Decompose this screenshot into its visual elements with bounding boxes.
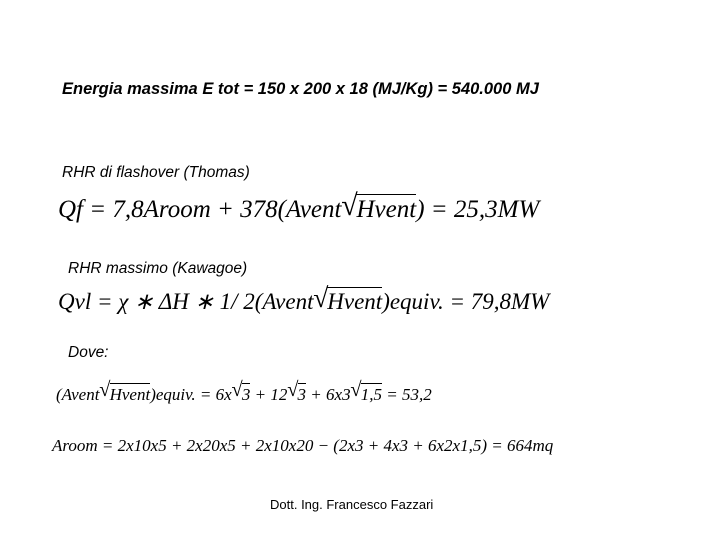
energy-line: Energia massima E tot = 150 x 200 x 18 (MJ/Kg) = 540.000 MJ (62, 80, 539, 98)
footer-author: Dott. Ing. Francesco Fazzari (270, 497, 434, 512)
kawagoe-lhs: Qvl (58, 289, 92, 314)
sqrt-symbol (100, 383, 150, 405)
sqrt-symbol (351, 383, 382, 405)
sqrt-symbol (315, 287, 383, 315)
equiv-part-2: )equiv. = 6x (150, 385, 232, 404)
thomas-lhs: Qf (58, 196, 83, 223)
thomas-radicand: Hvent (356, 196, 417, 223)
equiv-radicand-1: Hvent (109, 385, 151, 404)
equiv-part-4: + 6x3 (310, 385, 351, 404)
kawagoe-radicand: Hvent (327, 289, 383, 314)
sqrt-symbol (288, 383, 306, 405)
equiv-radicand-4: 1,5 (360, 385, 383, 404)
equiv-radicand-2: 3 (241, 385, 251, 404)
thomas-rhs: ) = 25,3MW (416, 196, 540, 223)
equiv-formula (56, 383, 432, 405)
equiv-radicand-3: 3 (297, 385, 307, 404)
thomas-mid: = 7,8Aroom + 378(Avent (89, 196, 342, 223)
aroom-formula: Aroom = 2x10x5 + 2x20x5 + 2x10x20 − (2x3 + 4x3 + 6x2x1,5) = 664mq (52, 436, 554, 455)
equiv-part-1: (Avent (56, 385, 100, 404)
kawagoe-formula (58, 287, 549, 315)
kawagoe-label: RHR massimo (Kawagoe) (68, 260, 248, 277)
sqrt-symbol (233, 383, 251, 405)
kawagoe-mid: = χ ∗ ΔH ∗ 1/ 2(Avent (96, 289, 314, 314)
equiv-part-5: = 53,2 (386, 385, 432, 404)
dove-label: Dove: (68, 344, 109, 361)
sqrt-symbol (343, 194, 416, 224)
kawagoe-rhs: )equiv. = 79,8MW (382, 289, 550, 314)
thomas-formula (58, 194, 539, 224)
thomas-label: RHR di flashover (Thomas) (62, 164, 250, 181)
equiv-part-3: + 12 (254, 385, 288, 404)
